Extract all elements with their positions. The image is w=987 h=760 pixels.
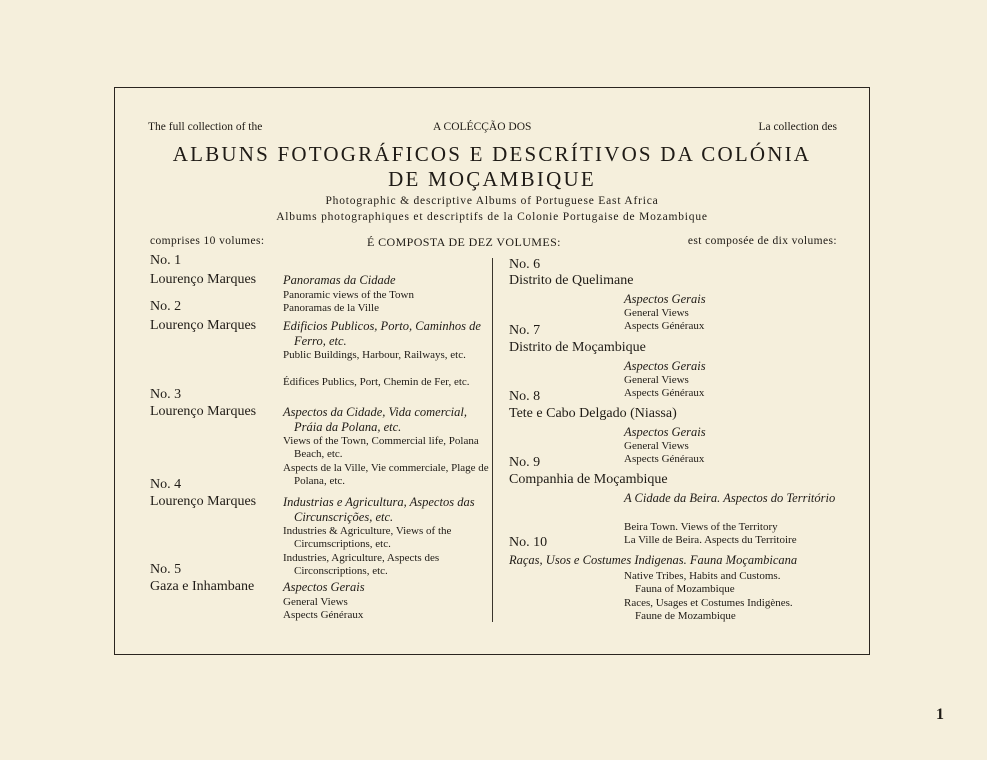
volume-8-place: Tete e Cabo Delgado (Niassa) bbox=[509, 406, 677, 421]
volume-3-place: Lourenço Marques bbox=[150, 404, 257, 419]
volume-8-english: General Views bbox=[624, 440, 689, 452]
intro-right: La collection des bbox=[758, 121, 837, 133]
volume-1-place: Lourenço Marques bbox=[150, 272, 257, 287]
volume-9-english: Beira Town. Views of the Territory bbox=[624, 521, 778, 533]
volume-2-place: Lourenço Marques bbox=[150, 318, 257, 333]
volume-1-title: Panoramas da Cidade bbox=[283, 273, 396, 287]
volume-9-number: No. 9 bbox=[509, 455, 541, 470]
subtitle-english: Photographic & descriptive Albums of Portuguese East Africa bbox=[325, 195, 659, 207]
volume-3-french: Aspects de la Ville, Vie commerciale, Plage de Polana, etc. bbox=[283, 462, 489, 487]
volume-6-number: No. 6 bbox=[509, 257, 541, 272]
volume-10-french-2: Faune de Mozambique bbox=[635, 610, 736, 622]
volume-6-title: Aspectos Gerais bbox=[624, 292, 706, 306]
volume-1-number: No. 1 bbox=[150, 253, 182, 268]
title-line-2: DE MOÇAMBIQUE bbox=[388, 167, 596, 191]
intro-center: A COLÉCÇÃO DOS bbox=[433, 121, 532, 133]
volume-9-title: A Cidade da Beira. Aspectos do Território bbox=[624, 491, 836, 505]
volume-4-title: Industrias e Agricultura, Aspectos das Circunscrições, etc. bbox=[283, 495, 475, 524]
volume-2-number: No. 2 bbox=[150, 299, 182, 314]
volume-1-french: Panoramas de la Ville bbox=[283, 302, 379, 314]
volume-7-french: Aspects Généraux bbox=[624, 387, 705, 399]
volume-2-title: Edificios Publicos, Porto, Caminhos de Ferro, etc. bbox=[283, 319, 481, 348]
volume-8-title: Aspectos Gerais bbox=[624, 425, 706, 439]
volume-7-number: No. 7 bbox=[509, 323, 541, 338]
volume-8-french: Aspects Généraux bbox=[624, 453, 705, 465]
volume-2-french: Édifices Publics, Port, Chemin de Fer, etc. bbox=[283, 376, 470, 388]
comprises-portuguese: É COMPOSTA DE DEZ VOLUMES: bbox=[367, 235, 561, 249]
volume-10-french-1: Races, Usages et Costumes Indigènes. bbox=[624, 597, 793, 609]
comprises-french: est composée de dix volumes: bbox=[687, 235, 837, 247]
volume-1-english: Panoramic views of the Town bbox=[283, 289, 415, 301]
volume-10-title: Raças, Usos e Costumes Indigenas. Fauna Moçambicana bbox=[509, 553, 798, 567]
volume-10-english-2: Fauna of Mozambique bbox=[635, 583, 735, 595]
volume-7-title: Aspectos Gerais bbox=[624, 359, 706, 373]
page-number: 1 bbox=[936, 706, 944, 723]
intro-left: The full collection of the bbox=[148, 121, 263, 133]
volume-9-french: La Ville de Beira. Aspects du Territoire bbox=[624, 534, 797, 546]
title-line-1: ALBUNS FOTOGRÁFICOS E DESCRÍTIVOS DA COLÓNIA bbox=[172, 142, 812, 166]
volume-4-french: Industries, Agriculture, Aspects des Circonscriptions, etc. bbox=[283, 552, 440, 577]
volume-9-place: Companhia de Moçambique bbox=[509, 472, 668, 487]
volume-6-english: General Views bbox=[624, 307, 689, 319]
volume-5-french: Aspects Généraux bbox=[283, 609, 364, 621]
volume-10-english-1: Native Tribes, Habits and Customs. bbox=[624, 570, 781, 582]
volume-10-number: No. 10 bbox=[509, 535, 548, 550]
volume-4-english: Industries & Agriculture, Views of the Circumscriptions, etc. bbox=[283, 525, 452, 550]
volume-5-title: Aspectos Gerais bbox=[283, 580, 365, 594]
volume-3-english: Views of the Town, Commercial life, Polana Beach, etc. bbox=[283, 435, 479, 460]
volume-6-french: Aspects Généraux bbox=[624, 320, 705, 332]
volume-3-title: Aspectos da Cidade, Vida comercial, Práia da Polana, etc. bbox=[283, 405, 467, 434]
volume-3-number: No. 3 bbox=[150, 387, 182, 402]
volume-7-english: General Views bbox=[624, 374, 689, 386]
volume-5-place: Gaza e Inhambane bbox=[150, 579, 255, 594]
volume-5-english: General Views bbox=[283, 596, 348, 608]
volume-5-number: No. 5 bbox=[150, 562, 182, 577]
subtitle-french: Albums photographiques et descriptifs de la Colonie Portugaise de Mozambique bbox=[276, 211, 708, 223]
volume-2-english: Public Buildings, Harbour, Railways, etc. bbox=[283, 349, 466, 361]
volume-4-number: No. 4 bbox=[150, 477, 182, 492]
volume-4-place: Lourenço Marques bbox=[150, 494, 257, 509]
comprises-english: comprises 10 volumes: bbox=[150, 235, 265, 247]
volume-7-place: Distrito de Moçambique bbox=[509, 340, 646, 355]
volume-8-number: No. 8 bbox=[509, 389, 541, 404]
catalog-frame bbox=[114, 87, 870, 655]
volume-6-place: Distrito de Quelimane bbox=[509, 273, 634, 288]
